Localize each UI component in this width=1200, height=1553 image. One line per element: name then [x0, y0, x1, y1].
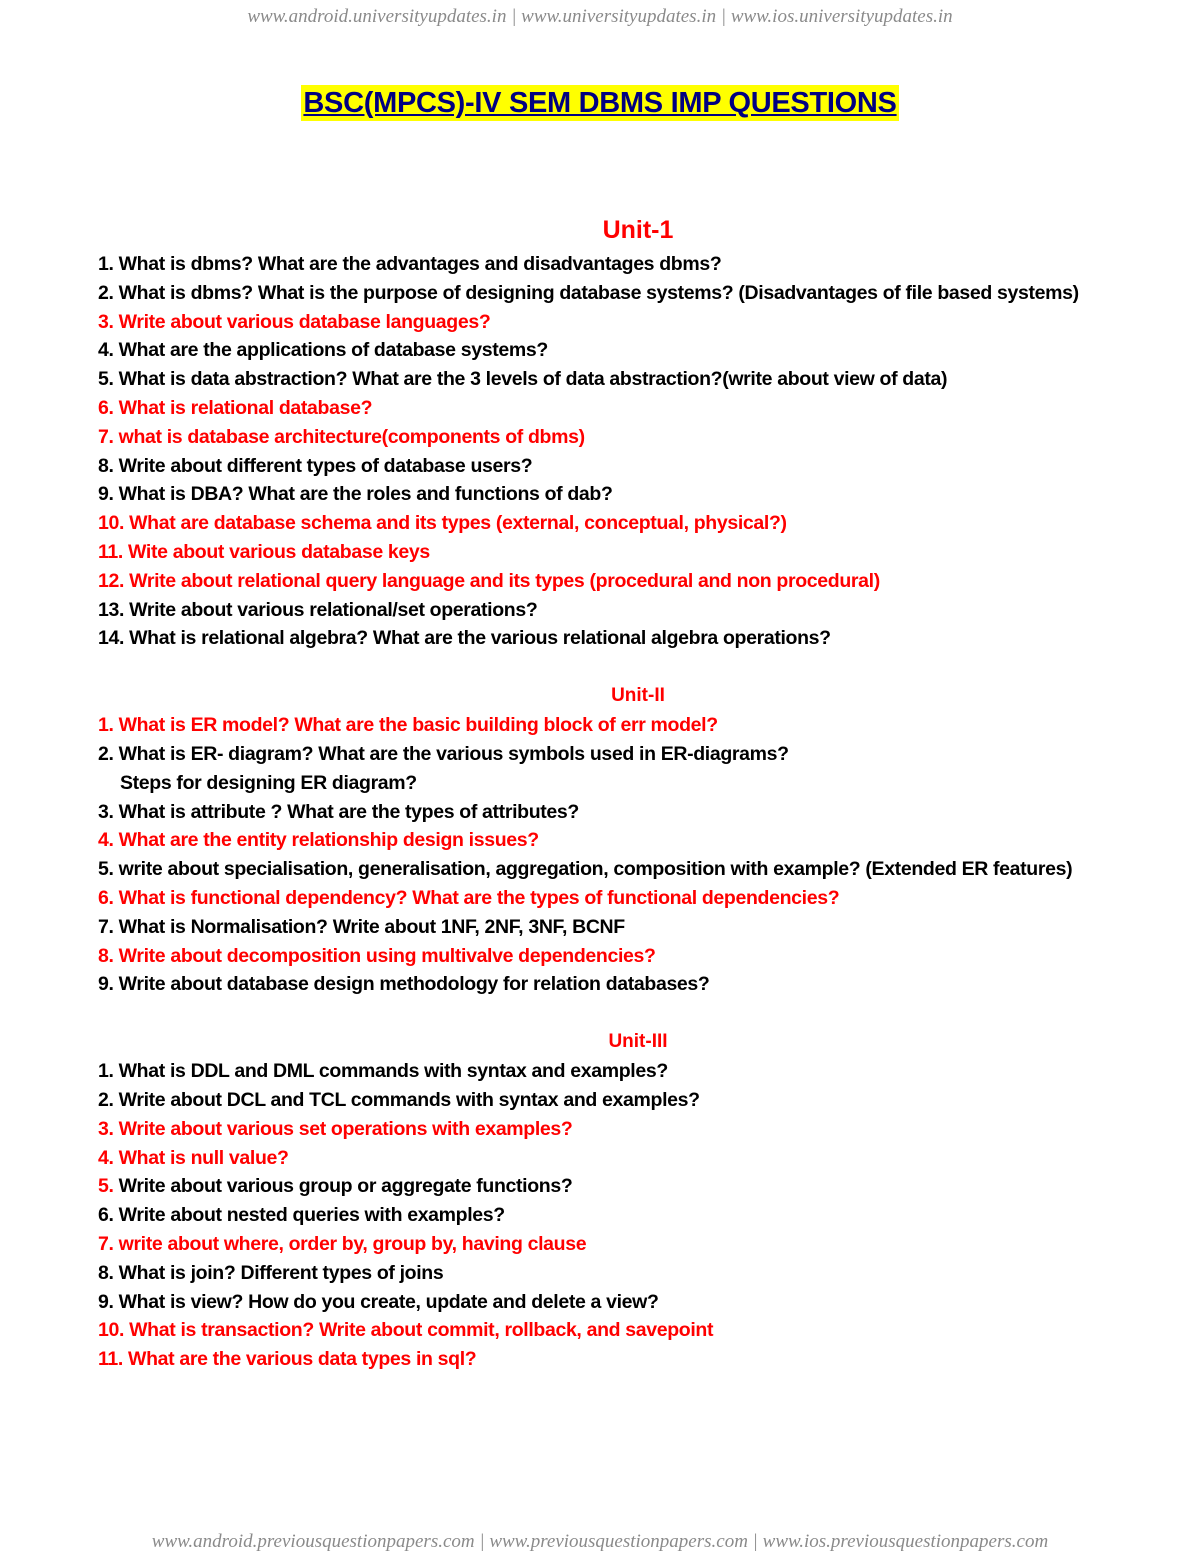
footer-watermark-links: www.android.previousquestionpapers.com | www.previousquestionpapers.com | www.ios.previousquestionpapers.com	[151, 1531, 1049, 1552]
question-item: 1. What is DDL and DML commands with syntax and examples?	[98, 1060, 668, 1083]
question-item: 4. What are the applications of database systems?	[98, 339, 548, 362]
document-body	[98, 210, 1178, 1374]
question-item: 13. Write about various relational/set operations?	[98, 598, 538, 621]
important-question-item: 11. Wite about various database keys	[98, 540, 430, 563]
important-question-item: 12. Write about relational query language and its types (procedural and non procedural)	[98, 569, 880, 592]
question-continuation	[98, 769, 1178, 798]
question-item: 3. What is attribute ? What are the types of attributes?	[98, 800, 579, 823]
unit-2-section	[98, 681, 1178, 999]
important-question-item: 4. What is null value?	[98, 1146, 289, 1169]
important-question-item: 10. What is transaction? Write about commit, rollback, and savepoint	[98, 1319, 714, 1342]
question-item: 2. What is dbms? What is the purpose of designing database systems? (Disadvantages of file based systems)	[98, 281, 1079, 304]
important-question-item: 3. Write about various set operations with examples?	[98, 1117, 573, 1140]
header-watermark-links: www.android.universityupdates.in | www.universityupdates.in | www.ios.universityupdates.in	[247, 6, 953, 27]
question-item: 5. What is data abstraction? What are the 3 levels of data abstraction?(write about view of data)	[98, 368, 948, 391]
question-item: 1. What is dbms? What are the advantages and disadvantages dbms?	[98, 253, 722, 275]
question-item: 9. Write about database design methodology for relation databases?	[98, 973, 710, 996]
important-question-item: 11. What are the various data types in sql?	[98, 1348, 477, 1371]
important-question-item: 4. What are the entity relationship design issues?	[98, 829, 539, 852]
title-container	[0, 85, 1200, 121]
question-item: 2. What is ER- diagram? What are the various symbols used in ER-diagrams?	[98, 742, 789, 765]
important-question-item: 8. Write about decomposition using multivalve dependencies?	[98, 944, 656, 967]
question-item: 9. What is view? How do you create, update and delete a view?	[98, 1290, 659, 1313]
important-question-item: 1. What is ER model? What are the basic building block of err model?	[98, 714, 718, 737]
unit-heading: Unit-III	[608, 1031, 668, 1053]
question-item: 8. What is join? Different types of joins	[98, 1261, 444, 1284]
question-item: 7. What is Normalisation? Write about 1NF, 2NF, 3NF, BCNF	[98, 915, 625, 938]
question-item: 5. write about specialisation, generalisation, aggregation, composition with example? (Extended ER features)	[98, 858, 1073, 881]
important-question-item: 6. What is relational database?	[98, 396, 373, 419]
important-question-item: 7. what is database architecture(components of dbms)	[98, 425, 585, 448]
question-item: 9. What is DBA? What are the roles and functions of dab?	[98, 483, 613, 506]
unit-1-section	[98, 210, 1178, 653]
question-item: 8. Write about different types of database users?	[98, 454, 533, 477]
question-item: 6. Write about nested queries with examples?	[98, 1204, 505, 1227]
unit-3-section	[98, 1027, 1178, 1374]
question-continuation-text: Steps for designing ER diagram?	[120, 771, 417, 794]
question-number: 5.	[98, 1175, 114, 1198]
unit-heading: Unit-II	[611, 685, 665, 707]
page-title: BSC(MPCS)-IV SEM DBMS IMP QUESTIONS	[303, 87, 897, 119]
unit-heading: Unit-1	[602, 216, 674, 244]
question-text: Write about various group or aggregate functions?	[113, 1175, 573, 1198]
question-item	[98, 1172, 1178, 1201]
important-question-item: 6. What is functional dependency? What are the types of functional dependencies?	[98, 886, 840, 909]
important-question-item: 3. Write about various database languages?	[98, 310, 491, 333]
question-item: 2. Write about DCL and TCL commands with syntax and examples?	[98, 1088, 700, 1111]
important-question-item: 10. What are database schema and its types (external, conceptual, physical?)	[98, 512, 787, 535]
important-question-item: 7. write about where, order by, group by, having clause	[98, 1232, 587, 1255]
question-item: 14. What is relational algebra? What are the various relational algebra operations?	[98, 627, 831, 650]
